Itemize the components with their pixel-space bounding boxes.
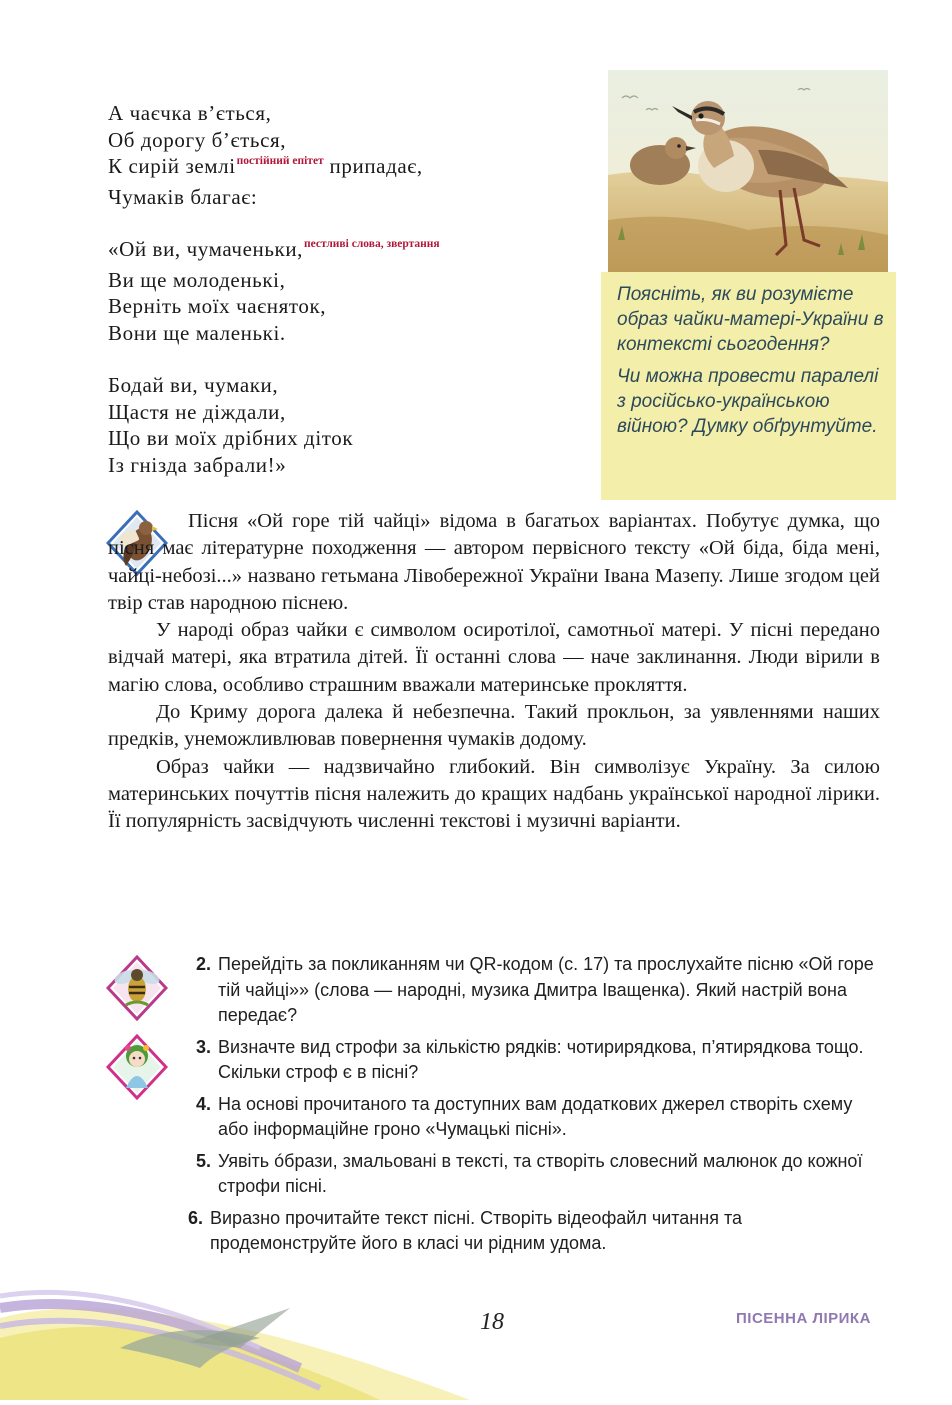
- task-number: 6.: [188, 1207, 204, 1228]
- task-text: Уявіть óбрази, змальовані в тексті, та створіть словесний малюнок до кожної строфи пісні.: [218, 1150, 863, 1196]
- poem-line-text: Ви ще молоденькі,: [108, 267, 286, 292]
- bee-icon: [106, 955, 168, 1021]
- poem-line: [108, 372, 588, 399]
- task-item: [196, 1149, 886, 1200]
- poem-line-text: Щастя не діждали,: [108, 399, 286, 424]
- poem-line-text: А чаєчка в’ється,: [108, 101, 272, 125]
- poem-line-text: Із гнізда забрали!»: [108, 452, 287, 477]
- paragraph-3: До Криму дорога далека й небезпечна. Такий прокльон, за уявленнями наших предків, унеможливлював повернення чумаків додому.: [108, 701, 880, 751]
- footer-swoosh-decoration: [0, 1278, 470, 1400]
- task-item: [196, 1092, 886, 1143]
- question-box: [601, 272, 896, 500]
- task-number: 2.: [196, 954, 212, 974]
- poem-stanza-1: [108, 100, 588, 210]
- poem-line: [108, 452, 588, 479]
- question-1: Поясніть, як ви розумієте образ чайки-матері-України в контексті сьогодення?: [617, 284, 884, 355]
- task-item: [188, 1206, 886, 1257]
- poem-line-text: Об дорогу б’ється,: [108, 127, 287, 152]
- body-text: [108, 508, 880, 836]
- lapwing-illustration: [608, 70, 888, 272]
- annotation-note: пестливі слова, звертання: [304, 238, 440, 250]
- poem-line-text: Бодай ви, чумаки,: [108, 373, 279, 397]
- poem-line: [108, 399, 588, 426]
- poem-line: [108, 184, 588, 211]
- poem-line-text: припадає,: [323, 154, 423, 178]
- page-number: 18: [480, 1309, 504, 1335]
- poem-line-text: Вони ще маленькі.: [108, 320, 286, 345]
- task-text: Визначте вид строфи за кількістю рядків: чотирирядкова, п’ятирядкова тощо. Скільки строф є в пісні?: [218, 1036, 864, 1082]
- paragraph-2: У народі образ чайки є символом осиротілої, самотньої матері. У пісні передано відчай матері, яка втратила дітей. Її останні слова — наче заклинання. Люди вірили в магію слова, особливо страшним вважали материнське прокляття.: [108, 619, 880, 696]
- poem-line: [108, 320, 588, 347]
- fairy-girl-icon: [106, 1034, 168, 1100]
- task-list: [188, 952, 886, 1263]
- task-text: Виразно прочитайте текст пісні. Створіть відеофайл читання та продемонструйте його в класі чи рідним удома.: [210, 1207, 742, 1253]
- poem-line: [108, 127, 588, 154]
- poem-line: [108, 267, 588, 294]
- task-item: [196, 1035, 886, 1086]
- poem-line-text: Що ви моїх дрібних діток: [108, 426, 354, 450]
- annotation-note: постійний епітет: [236, 155, 324, 167]
- poem-line-text: К сирій землі: [108, 154, 236, 178]
- poem: [108, 100, 588, 504]
- task-text: Перейдіть за покликанням чи QR-кодом (с. 17) та прослухайте пісню «Ой горе тій чайці»» (слова — народні, музика Дмитра Іващенка). Який настрій вона передає?: [218, 954, 874, 1025]
- section-title: ПІСЕННА ЛІРИКА: [736, 1310, 871, 1327]
- poem-stanza-3: [108, 372, 588, 478]
- poem-line: [108, 293, 588, 320]
- task-number: 4.: [196, 1093, 212, 1114]
- poem-line-text: Верніть моїх чаєняток,: [108, 294, 327, 318]
- task-number: 3.: [196, 1036, 212, 1057]
- task-number: 5.: [196, 1150, 212, 1171]
- task-text: На основі прочитаного та доступних вам додаткових джерел створіть схему або інформаційне гроно «Чумацькі пісні».: [218, 1093, 853, 1139]
- poem-line: [108, 100, 588, 127]
- poem-stanza-2: [108, 236, 588, 346]
- task-item: [196, 952, 886, 1029]
- poem-line: [108, 425, 588, 452]
- paragraph-4: Образ чайки — надзвичайно глибокий. Він символізує Україну. За силою материнських почуттів пісня належить до кращих надбань української народної лірики. Її популярність засвідчують численні текстові і музичні варіанти.: [108, 755, 880, 833]
- poem-line-text: Чумаків благає:: [108, 184, 258, 209]
- poem-line-text: «Ой ви, чумаченьки,: [108, 237, 304, 261]
- poem-line: [108, 153, 588, 184]
- question-2: Чи можна провести паралелі з російсько-українською війною? Думку обґрунтуйте.: [617, 366, 879, 437]
- poem-line: [108, 236, 588, 267]
- paragraph-1: Пісня «Ой горе тій чайці» відома в багатьох варіантах. Побутує думка, що пісня має літературне походження — автором первісного тексту «Ой біда, біда мені, чайці-небозі...» названо гетьмана Лівобережної України Івана Мазепу. Лише згодом цей твір став народною піснею.: [108, 510, 880, 614]
